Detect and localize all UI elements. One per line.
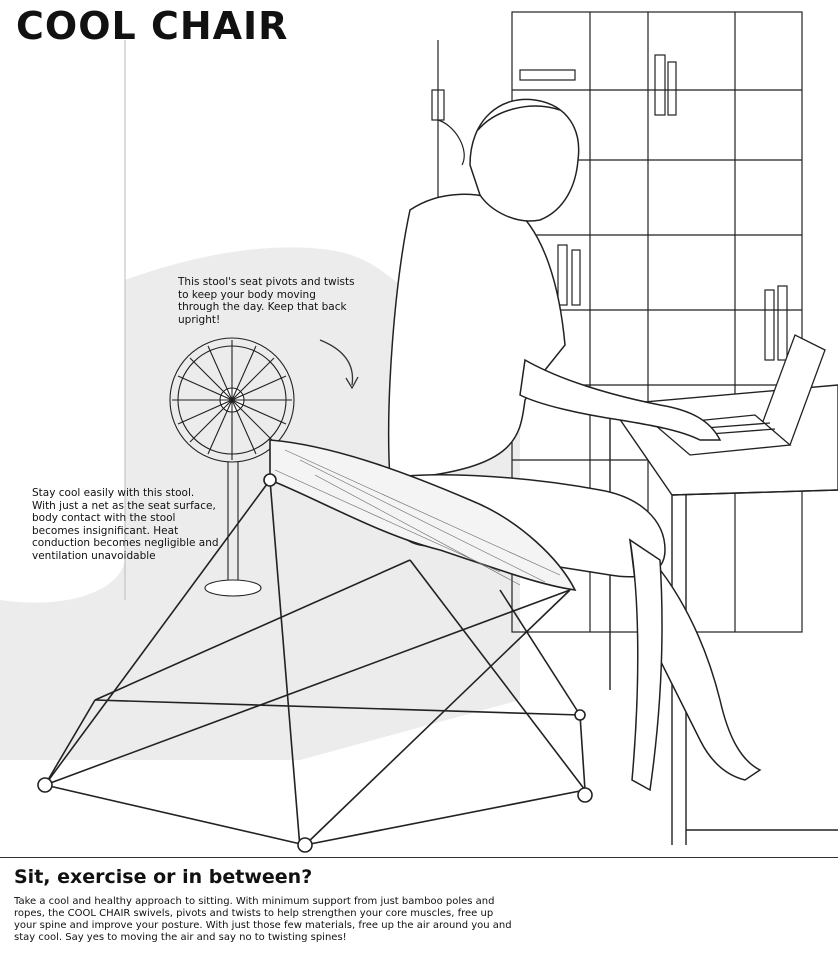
poster-title: COOL CHAIR xyxy=(16,4,289,48)
annotation-pivot: This stool's seat pivots and twists to keep your body moving through the day. Keep that back upright! xyxy=(178,276,355,326)
section-heading: Sit, exercise or in between? xyxy=(14,866,313,888)
section-body: Take a cool and healthy approach to sitting. With minimum support from just bamboo poles and ropes, the COOL CHAIR swivels, pivots and twists to help strengthen your core muscles, free up your spine and improve your posture. With just those few materials, free up the air around you and stay cool. Say yes to moving the air and say no to twisting spines! xyxy=(14,896,512,943)
lamp-icon xyxy=(432,40,464,200)
annotation-cool: Stay cool easily with this stool. With just a net as the seat surface, body contact with the stool becomes insignificant. Heat conduction becomes negligible and ventilation unavoidable xyxy=(32,487,219,562)
section-divider xyxy=(0,857,838,858)
